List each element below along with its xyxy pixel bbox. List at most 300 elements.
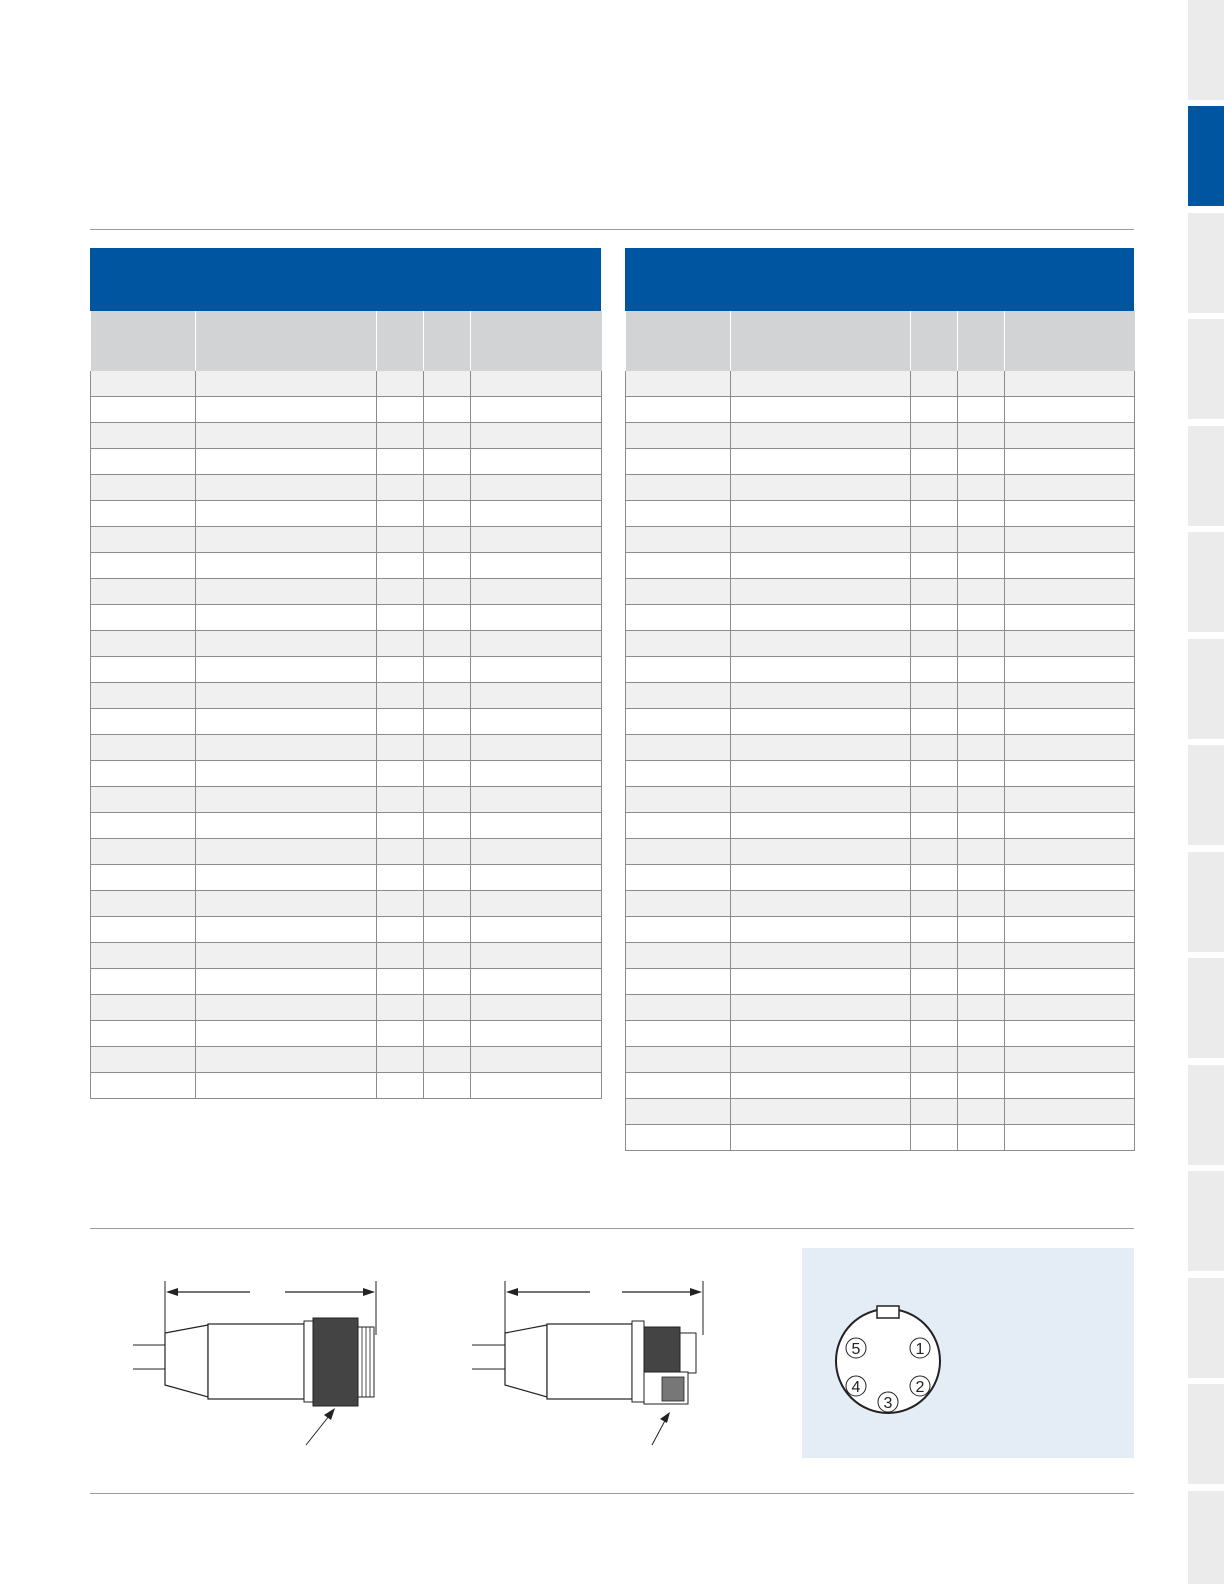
table-cell	[911, 631, 958, 657]
column-header	[471, 311, 602, 371]
table-cell	[731, 1125, 911, 1151]
column-header	[424, 311, 471, 371]
table-cell	[731, 1099, 911, 1125]
table-cell	[196, 735, 377, 761]
table-cell	[731, 579, 911, 605]
section-tab[interactable]	[1188, 958, 1224, 1058]
table-cell	[731, 995, 911, 1021]
table-cell	[196, 891, 377, 917]
section-tab[interactable]	[1188, 532, 1224, 632]
section-tab[interactable]	[1188, 1491, 1224, 1584]
table-row	[91, 943, 602, 969]
table-cell	[471, 631, 602, 657]
table-cell	[731, 501, 911, 527]
table-cell	[471, 553, 602, 579]
table-cell	[471, 787, 602, 813]
table-cell	[626, 1125, 731, 1151]
table-cell	[196, 631, 377, 657]
section-tab[interactable]	[1188, 106, 1224, 206]
table-cell	[471, 449, 602, 475]
table-cell	[424, 1021, 471, 1047]
pinout-diagram	[802, 1248, 1134, 1458]
table-row	[626, 891, 1135, 917]
table-cell	[1005, 579, 1135, 605]
table-cell	[424, 1073, 471, 1099]
table-cell	[958, 553, 1005, 579]
table-row	[91, 683, 602, 709]
table-row	[626, 735, 1135, 761]
table-cell	[1005, 839, 1135, 865]
table-cell	[196, 683, 377, 709]
table-cell	[471, 501, 602, 527]
table-cell	[911, 1125, 958, 1151]
table-cell	[471, 1073, 602, 1099]
table-cell	[911, 813, 958, 839]
table-row	[91, 735, 602, 761]
table-row	[626, 1125, 1135, 1151]
table-cell	[1005, 631, 1135, 657]
table-cell	[731, 735, 911, 761]
table-header-row	[626, 311, 1135, 371]
section-tab[interactable]	[1188, 0, 1224, 100]
table-cell	[911, 1073, 958, 1099]
section-tab[interactable]	[1188, 1171, 1224, 1271]
table-cell	[471, 683, 602, 709]
table-cell	[196, 969, 377, 995]
table-cell	[424, 1047, 471, 1073]
table-cell	[377, 1047, 424, 1073]
section-tab[interactable]	[1188, 1384, 1224, 1484]
pinout-panel	[802, 1248, 1134, 1458]
table-row	[91, 865, 602, 891]
table-cell	[424, 527, 471, 553]
table-row	[626, 449, 1135, 475]
table-cell	[626, 839, 731, 865]
table-cell	[471, 371, 602, 397]
table-cell	[91, 423, 196, 449]
table-cell	[958, 475, 1005, 501]
table-cell	[911, 423, 958, 449]
table-cell	[1005, 423, 1135, 449]
table-cell	[471, 891, 602, 917]
table-row	[91, 995, 602, 1021]
table-cell	[471, 917, 602, 943]
table-cell	[626, 917, 731, 943]
table-cell	[377, 683, 424, 709]
pin-label-3: 3	[883, 1395, 893, 1412]
table-cell	[91, 891, 196, 917]
table-cell	[1005, 943, 1135, 969]
table-cell	[91, 917, 196, 943]
table-cell	[958, 917, 1005, 943]
table-row	[91, 501, 602, 527]
table-cell	[626, 423, 731, 449]
table-cell	[424, 865, 471, 891]
pin-label-1: 1	[915, 1341, 925, 1358]
table-cell	[424, 631, 471, 657]
table-cell	[1005, 787, 1135, 813]
table-cell	[1005, 917, 1135, 943]
table-cell	[91, 683, 196, 709]
table-cell	[911, 735, 958, 761]
table-cell	[424, 553, 471, 579]
table-cell	[731, 1073, 911, 1099]
table-cell	[424, 371, 471, 397]
table-cell	[1005, 1047, 1135, 1073]
table-cell	[196, 657, 377, 683]
table-cell	[1005, 657, 1135, 683]
table-row	[626, 1021, 1135, 1047]
table-cell	[377, 605, 424, 631]
table-cell	[471, 605, 602, 631]
table-cell	[377, 527, 424, 553]
table-cell	[626, 475, 731, 501]
table-row	[626, 1047, 1135, 1073]
table-cell	[424, 709, 471, 735]
table-cell	[91, 787, 196, 813]
table-cell	[958, 527, 1005, 553]
key-notch	[877, 1306, 899, 1318]
table-cell	[958, 683, 1005, 709]
table-cell	[911, 371, 958, 397]
table-cell	[424, 917, 471, 943]
table-cell	[91, 1073, 196, 1099]
table-cell	[424, 683, 471, 709]
table-row	[626, 657, 1135, 683]
section-tab[interactable]	[1188, 1065, 1224, 1165]
section-tab[interactable]	[1188, 745, 1224, 845]
table-cell	[196, 553, 377, 579]
column-header	[626, 311, 731, 371]
table-cell	[626, 787, 731, 813]
table-cell	[1005, 527, 1135, 553]
table-cell	[958, 839, 1005, 865]
table-cell	[626, 527, 731, 553]
table-cell	[424, 891, 471, 917]
table-row	[626, 865, 1135, 891]
table-cell	[377, 475, 424, 501]
table-cell	[626, 397, 731, 423]
table-cell	[911, 787, 958, 813]
table-row	[91, 709, 602, 735]
table-cell	[424, 735, 471, 761]
table-cell	[626, 761, 731, 787]
table-cell	[731, 709, 911, 735]
table-cell	[958, 709, 1005, 735]
section-tab[interactable]	[1188, 639, 1224, 739]
table-cell	[1005, 449, 1135, 475]
table-row	[626, 787, 1135, 813]
table-cell	[377, 813, 424, 839]
table-cell	[911, 475, 958, 501]
table-cell	[471, 475, 602, 501]
section-tab[interactable]	[1188, 852, 1224, 952]
table-cell	[196, 995, 377, 1021]
table-cell	[958, 605, 1005, 631]
table-cell	[377, 995, 424, 1021]
table-cell	[911, 397, 958, 423]
table-cell	[731, 1021, 911, 1047]
table-row	[626, 917, 1135, 943]
table-cell	[377, 579, 424, 605]
table-cell	[731, 449, 911, 475]
table-cell	[91, 709, 196, 735]
table-cell	[91, 1047, 196, 1073]
table-cell	[626, 1021, 731, 1047]
table-cell	[731, 761, 911, 787]
table-cell	[377, 839, 424, 865]
pin-label-2: 2	[915, 1379, 925, 1396]
table-cell	[958, 787, 1005, 813]
table-cell	[424, 657, 471, 683]
table-cell	[1005, 1125, 1135, 1151]
table-cell	[196, 761, 377, 787]
table-row	[91, 657, 602, 683]
table-cell	[91, 579, 196, 605]
table-cell	[196, 787, 377, 813]
table-cell	[91, 943, 196, 969]
table-row	[626, 605, 1135, 631]
table-cell	[1005, 605, 1135, 631]
table-cell	[626, 865, 731, 891]
table-cell	[471, 423, 602, 449]
table-cell	[471, 657, 602, 683]
table-cell	[1005, 371, 1135, 397]
section-tab[interactable]	[1188, 1278, 1224, 1378]
section-tab[interactable]	[1188, 319, 1224, 419]
table-cell	[911, 579, 958, 605]
table-cell	[911, 865, 958, 891]
table-cell	[196, 1021, 377, 1047]
table-cell	[958, 1047, 1005, 1073]
table-cell	[196, 709, 377, 735]
column-header	[911, 311, 958, 371]
table-cell	[958, 995, 1005, 1021]
table-cell	[196, 527, 377, 553]
table-cell	[911, 657, 958, 683]
table-cell	[731, 969, 911, 995]
table-cell	[1005, 1073, 1135, 1099]
table-cell	[731, 917, 911, 943]
table-row	[91, 579, 602, 605]
table-cell	[911, 839, 958, 865]
table-cell	[196, 501, 377, 527]
table-cell	[731, 631, 911, 657]
table-cell	[958, 943, 1005, 969]
table-cell	[958, 969, 1005, 995]
table-cell	[731, 1047, 911, 1073]
table-row	[626, 969, 1135, 995]
table-cell	[911, 943, 958, 969]
table-row	[626, 683, 1135, 709]
table-cell	[731, 891, 911, 917]
table-cell	[377, 553, 424, 579]
table-cell	[731, 813, 911, 839]
table-cell	[1005, 709, 1135, 735]
table-cell	[424, 969, 471, 995]
table-row	[626, 995, 1135, 1021]
table-row	[91, 813, 602, 839]
table-cell	[1005, 969, 1135, 995]
table-cell	[196, 917, 377, 943]
table-cell	[91, 449, 196, 475]
left-table-title-bar	[90, 248, 601, 311]
table-cell	[424, 839, 471, 865]
table-cell	[731, 943, 911, 969]
table-row	[91, 917, 602, 943]
table-cell	[377, 969, 424, 995]
table-cell	[196, 865, 377, 891]
table-cell	[424, 397, 471, 423]
table-cell	[196, 1047, 377, 1073]
table-cell	[1005, 397, 1135, 423]
table-cell	[377, 1073, 424, 1099]
right-angle-connector-drawing	[472, 1275, 722, 1450]
table-cell	[377, 709, 424, 735]
table-cell	[958, 501, 1005, 527]
table-cell	[626, 449, 731, 475]
table-cell	[958, 735, 1005, 761]
table-cell	[471, 579, 602, 605]
straight-connector-drawing	[128, 1275, 390, 1450]
table-cell	[626, 371, 731, 397]
table-cell	[626, 995, 731, 1021]
table-cell	[911, 1047, 958, 1073]
table-cell	[377, 423, 424, 449]
table-cell	[731, 605, 911, 631]
table-cell	[911, 891, 958, 917]
table-row	[91, 839, 602, 865]
table-cell	[471, 709, 602, 735]
table-cell	[424, 449, 471, 475]
table-cell	[377, 657, 424, 683]
table-cell	[626, 709, 731, 735]
table-cell	[424, 761, 471, 787]
table-row	[626, 397, 1135, 423]
table-cell	[1005, 891, 1135, 917]
table-cell	[731, 371, 911, 397]
table-cell	[731, 527, 911, 553]
table-cell	[911, 969, 958, 995]
table-cell	[91, 527, 196, 553]
table-cell	[377, 371, 424, 397]
table-cell	[1005, 475, 1135, 501]
table-cell	[91, 475, 196, 501]
table-cell	[471, 735, 602, 761]
table-cell	[91, 657, 196, 683]
table-cell	[196, 423, 377, 449]
table-cell	[911, 1021, 958, 1047]
table-cell	[731, 787, 911, 813]
column-header	[1005, 311, 1135, 371]
table-cell	[958, 761, 1005, 787]
table-cell	[377, 891, 424, 917]
table-cell	[958, 1099, 1005, 1125]
table-cell	[1005, 553, 1135, 579]
table-cell	[196, 579, 377, 605]
table-row	[626, 761, 1135, 787]
table-cell	[377, 917, 424, 943]
table-row	[91, 891, 602, 917]
table-cell	[958, 423, 1005, 449]
table-cell	[91, 995, 196, 1021]
table-cell	[731, 865, 911, 891]
table-cell	[958, 371, 1005, 397]
table-row	[91, 397, 602, 423]
table-cell	[91, 501, 196, 527]
table-cell	[1005, 683, 1135, 709]
table-cell	[91, 553, 196, 579]
table-cell	[377, 1021, 424, 1047]
table-cell	[196, 943, 377, 969]
table-cell	[1005, 813, 1135, 839]
table-cell	[911, 761, 958, 787]
right-table-title-bar	[625, 248, 1134, 311]
table-cell	[911, 709, 958, 735]
table-cell	[626, 605, 731, 631]
section-tab[interactable]	[1188, 426, 1224, 526]
table-cell	[377, 397, 424, 423]
table-cell	[91, 839, 196, 865]
table-cell	[471, 1047, 602, 1073]
pin-label-4: 4	[851, 1379, 861, 1396]
table-cell	[958, 631, 1005, 657]
column-header	[377, 311, 424, 371]
section-tab[interactable]	[1188, 213, 1224, 313]
table-cell	[1005, 735, 1135, 761]
table-cell	[196, 371, 377, 397]
table-row	[626, 839, 1135, 865]
table-cell	[471, 397, 602, 423]
table-cell	[196, 449, 377, 475]
table-cell	[377, 761, 424, 787]
table-cell	[958, 891, 1005, 917]
footer-divider	[90, 1493, 1134, 1494]
table-cell	[626, 735, 731, 761]
table-cell	[911, 605, 958, 631]
table-row	[626, 709, 1135, 735]
table-cell	[377, 865, 424, 891]
table-cell	[626, 969, 731, 995]
table-row	[91, 371, 602, 397]
table-cell	[196, 475, 377, 501]
table-cell	[1005, 1099, 1135, 1125]
table-cell	[471, 969, 602, 995]
table-cell	[911, 1099, 958, 1125]
table-cell	[1005, 995, 1135, 1021]
table-cell	[958, 813, 1005, 839]
table-cell	[91, 371, 196, 397]
table-cell	[626, 1099, 731, 1125]
table-cell	[196, 397, 377, 423]
table-cell	[958, 1021, 1005, 1047]
column-header	[196, 311, 377, 371]
table-cell	[196, 813, 377, 839]
table-row	[91, 787, 602, 813]
table-cell	[471, 865, 602, 891]
table-cell	[731, 839, 911, 865]
table-cell	[958, 1073, 1005, 1099]
table-cell	[91, 735, 196, 761]
table-cell	[91, 761, 196, 787]
table-cell	[731, 475, 911, 501]
table-cell	[626, 631, 731, 657]
table-row	[626, 813, 1135, 839]
table-cell	[377, 787, 424, 813]
table-row	[626, 501, 1135, 527]
table-row	[626, 371, 1135, 397]
table-cell	[731, 397, 911, 423]
